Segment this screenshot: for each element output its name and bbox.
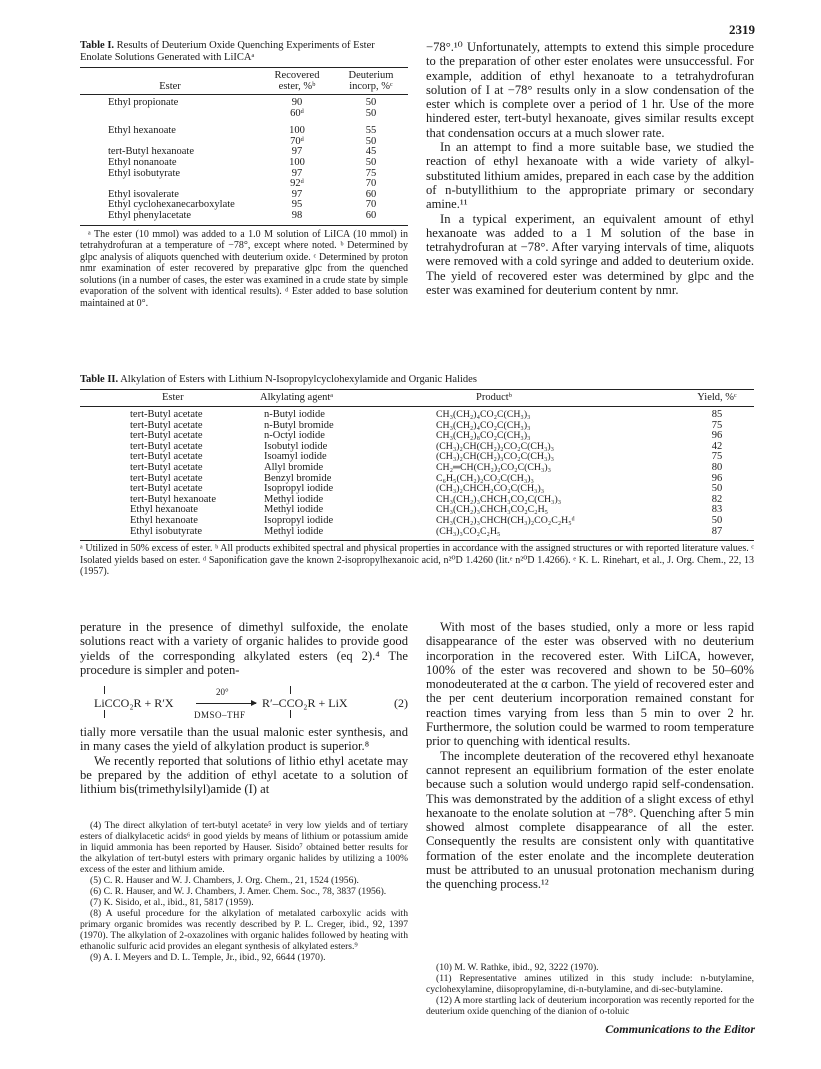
table-1-header-deuterium-line2: incorp, %ᶜ (349, 81, 393, 92)
table-1-cell-recovered: 92ᵈ (290, 178, 304, 190)
table-1-cell-deuterium: 70 (365, 178, 377, 190)
paragraph: In a typical experiment, an equivalent amount of ethyl hexanoate was added to a 1 M solution of the base in tetrahydrofuran at −78°. After varying intervals of time, aliquots were removed with a cold syringe and added to deuterium oxide. The yield of recovered ester was determined by glpc and the ester was examined for deuterium content by nmr. (426, 211, 754, 298)
table-2-cell-product: (CH₃)₃CO₂C₂H₅ (436, 525, 501, 537)
paragraph: With most of the bases studied, only a more or less rapid disappearance of the ester was observed with no deuterium incorporation in the recovered ester. With LiICA, however, 100% of the ester was recovered and shown to be 50–60% monodeuterated at the α carbon. The yield of recovered ester and the per cent deuterium incorporation remained constant for reaction times varying from less than 5 min to over 2 hr. Furthermore, the solution could be warmed to room temperature prior to quenching with identical results. (426, 620, 754, 749)
table-1-cell-ester: Ethyl propionate (108, 97, 179, 108)
table-1-header-recovered-line2: ester, %ᵇ (278, 81, 316, 92)
table-2-cell-product: (CH₃)₂CHCH₂CO₂C(CH₃)₃ (436, 483, 545, 495)
table-1-cell-deuterium: 50 (365, 107, 377, 119)
paragraph: The incomplete deuteration of the recovered ethyl hexanoate cannot represent an equilibrium formation of the ester enolate because such a solution would undergo rapid self-condensation. This was demonstrated by the addition of a slight excess of ethyl hexanoate to the enolate solution at −78°. Quenching after 5 min showed almost complete disappearance of all the ester. Consequently the results are consistent only with quantitative formation of the ester enolate and the incomplete deuteration must be attributed to an unusual protonation mechanism during the quenching process.¹² (426, 748, 754, 892)
table-row (80, 158, 408, 169)
left-bottom-text (80, 620, 408, 797)
right-bottom-text (426, 620, 754, 892)
table-2-notes: ᵃ Utilized in 50% excess of ester. ᵇ All products exhibited spectral and physical properties in accordance with the assigned structures or with reported literature values. ᶜ Isolated yields based on ester. ᵈ Saponification gave the known 2-isopropylhexanoic acid, n²⁰D 1.4260 (lit.ᵉ n²⁰D 1.4266). ᵉ K. L. Rinehart, et al., J. Org. Chem., 22, 13 (1957). (80, 543, 754, 578)
table-1-cell-ester (80, 109, 260, 120)
table-2-cell-product: C₆H₅(CH₂)₂CO₂C(CH₃)₃ (436, 472, 534, 484)
table-2-cell-ester: Ethyl hexanoate (130, 504, 198, 516)
equation-bond (104, 686, 105, 694)
table-1-cell-recovered: 100 (289, 125, 305, 137)
table-2-cell-yield: 96 (711, 472, 723, 484)
table-2-cell-agent: Methyl iodide (264, 525, 324, 537)
table-2-cell-yield: 87 (711, 525, 723, 537)
footnote-8: (8) A useful procedure for the alkylation of metalated carboxylic acids with primary organic bromides was recently described by P. L. Creger, ibid., 92, 1397 (1970). The alkylation of 2-oxazolines with organic halides followed by heating with ethanolic sulfuric acid provides an elegant synthesis of alkylated esters.⁹ (80, 908, 408, 952)
table-2-cell-ester: Ethyl isobutyrate (130, 525, 203, 537)
journal-section-footer: Communications to the Editor (605, 1022, 755, 1036)
table-2-cell-agent: n-Butyl iodide (264, 409, 325, 420)
table-2-cell-yield: 75 (711, 419, 723, 431)
paragraph: tially more versatile than the usual malonic ester synthesis, and in many cases the yield of alkylation product is superior.⁸ (80, 725, 408, 754)
table-row (80, 169, 408, 180)
table-2-cell-agent: Methyl iodide (264, 504, 324, 516)
table-2-cell-agent: Isopropyl iodide (264, 483, 334, 495)
equation-products: R′–CCO₂R + LiX (262, 696, 348, 711)
table-1-header-ester: Ester (159, 81, 181, 92)
table-2-cell-yield: 75 (711, 451, 723, 463)
table-2-cell-product: CH₃(CH₂)₃CHCH(CH₃)₂CO₂C₂H₅ᵈ (436, 514, 575, 526)
table-1-header-deuterium-line1: Deuterium (348, 70, 394, 81)
paragraph: In an attempt to find a more suitable base, we studied the reaction of ethyl hexanoate with a wide variety of alkyl-substituted lithium amides, prepared in each case by the addition of n-butyllithium to the appropriate primary or secondary amine.¹¹ (426, 140, 754, 212)
equation-reactants: LiCCO₂R + R′X (94, 696, 174, 711)
table-1-cell-ester: Ethyl isovalerate (108, 188, 179, 200)
table-1-cell-recovered: 97 (291, 188, 303, 200)
paragraph: We recently reported that solutions of lithio ethyl acetate may be prepared by the addition of ethyl acetate to a solution of lithium bis(trimethylsilyl)amide (I) at (80, 753, 408, 797)
equation-condition-solvent: DMSO–THF (194, 710, 246, 721)
paragraph: −78°.¹⁰ Unfortunately, attempts to extend this simple procedure to the preparation of other ester enolates were unsuccessful. For example, addition of ethyl hexanoate to a tetrahydrofuran solution of I at −78° results only in a slow condensation of the ester which is complete over a period of 1 hr. Use of the more hindered ester, tert-butyl hexanoate, gives similar results except that condensation occurs at a much slower rate. (426, 40, 754, 140)
table-1-body (80, 95, 408, 226)
table-1-cell-recovered: 70ᵈ (290, 135, 304, 147)
table-2-cell-yield: 82 (711, 493, 723, 505)
table-2-cell-product: CH₃(CH₂)₃CHCH₃CO₂C₂H₅ (436, 504, 549, 516)
table-2-cell-ester: tert-Butyl acetate (130, 419, 203, 431)
table-2-cell-product: CH₃(CH₂)₄CO₂C(CH₃)₃ (436, 419, 531, 431)
table-row (80, 119, 408, 137)
table-2-cell-product: CH₃(CH₂)₈CO₂C(CH₃)₃ (436, 430, 531, 442)
table-1-cell-recovered: 90 (291, 97, 303, 108)
table-row (80, 109, 408, 120)
table-row (80, 95, 408, 109)
table-2-cell-agent: Benzyl bromide (264, 472, 332, 484)
table-2-cell-yield: 50 (711, 514, 723, 526)
table-2-label: Table II. (80, 374, 119, 385)
table-1-header-recovered (260, 68, 334, 95)
table-2-cell-yield: 85 (711, 409, 723, 420)
equation-2 (80, 681, 408, 723)
table-1-cell-ester: Ethyl nonanoate (108, 156, 177, 168)
table-2-cell-ester: Ethyl hexanoate (130, 514, 198, 526)
table-2-header-agent: Alkylating agentᵃ (260, 392, 334, 403)
table-1-cell-recovered: 98 (291, 209, 303, 221)
table-2 (80, 389, 754, 541)
footnote-11: (11) Representative amines utilized in this study include: n-butylamine, cyclohexylamine, diisopropylamine, di-n-butylamine, and di-sec-butylamine. (426, 973, 754, 995)
table-2-cell-agent: Allyl bromide (264, 461, 324, 473)
table-2-cell-product: CH₃(CH₂)₃CHCH₃CO₂C(CH₃)₃ (436, 493, 562, 505)
table-2-cell-agent: Methyl iodide (264, 493, 324, 505)
table-1-label: Table I. (80, 40, 115, 51)
table-2-cell-agent: n-Octyl iodide (264, 430, 325, 442)
table-1-cell-recovered: 100 (289, 156, 305, 168)
table-2-cell-ester: tert-Butyl acetate (130, 461, 203, 473)
table-1-cell-deuterium: 60 (365, 188, 377, 200)
table-1 (80, 67, 408, 226)
table-2-cell-ester: tert-Butyl acetate (130, 440, 203, 452)
table-2-cell-yield: 42 (711, 440, 723, 452)
table-row (80, 407, 754, 421)
table-2-cell-agent: Isobutyl iodide (264, 440, 328, 452)
table-2-cell-ester: tert-Butyl acetate (130, 430, 203, 442)
table-1-note: ᵃ The ester (10 mmol) was added to a 1.0 M solution of LiICA (10 mmol) in tetrahydrofuran at a temperature of −78°, except where noted. ᵇ Determined by glpc analysis of aliquots quenched with deuterium oxide. ᶜ Determined by proton nmr examination of ester recovered by preparative glpc from the quenched solutions (in a number of cases, the ester was examined in a crude state by simple evaporation of the solvent with identical results). ᵈ Ester added to base solution maintained at 0°. (80, 228, 408, 309)
table-2-cell-agent: Isopropyl iodide (264, 514, 334, 526)
table-2-caption (80, 374, 754, 386)
equation-bond (104, 710, 105, 718)
table-1-cell-deuterium: 70 (365, 199, 377, 211)
table-2-header-yield: Yield, %ᶜ (697, 392, 737, 403)
table-2-cell-ester: tert-Butyl hexanoate (130, 493, 217, 505)
equation-condition-temp: 20° (216, 687, 229, 698)
footnote-12: (12) A more startling lack of deuterium incorporation was recently reported for the deuterium oxide quenching of the dianion of o-toluic (426, 995, 754, 1017)
table-row (80, 211, 408, 225)
table-row (80, 463, 754, 474)
table-1-cell-recovered: 95 (291, 199, 303, 211)
footnotes-right (426, 962, 754, 1017)
table-1-header-recovered-line1: Recovered (274, 70, 320, 81)
table-2-cell-yield: 50 (711, 483, 723, 495)
table-2-cell-product: CH₂═CH(CH₂)₂CO₂C(CH₃)₃ (436, 461, 552, 473)
table-2-caption-text: Alkylation of Esters with Lithium N-Isopropylcyclohexylamide and Organic Halides (120, 374, 477, 385)
table-1-cell-deuterium: 55 (365, 125, 377, 137)
right-top-text (426, 40, 754, 297)
table-2-cell-ester: tert-Butyl acetate (130, 409, 203, 420)
table-1-cell-ester: tert-Butyl hexanoate (108, 146, 195, 158)
table-1-caption-text: Results of Deuterium Oxide Quenching Experiments of Ester Enolate Solutions Generated with LiICAᵃ (80, 40, 375, 63)
table-1-cell-ester: Ethyl cyclohexanecarboxylate (108, 199, 235, 211)
table-2-header-product: Productᵇ (476, 392, 512, 403)
table-2-cell-yield: 80 (711, 461, 723, 473)
table-2-cell-agent: Isoamyl iodide (264, 451, 327, 463)
table-1-cell-deuterium: 75 (365, 167, 377, 179)
table-2-cell-product: (CH₃)₂CH(CH₂)₂CO₂C(CH₃)₃ (436, 440, 555, 452)
table-1-notes (80, 229, 408, 310)
table-2-cell-product: CH₃(CH₂)₄CO₂C(CH₃)₃ (436, 409, 531, 420)
table-1-cell-deuterium: 50 (365, 97, 377, 108)
footnote-10: (10) M. W. Rathke, ibid., 92, 3222 (1970). (436, 962, 599, 973)
table-1-cell-ester: Ethyl phenylacetate (108, 209, 192, 221)
table-2-block (80, 374, 754, 578)
footnotes-left (80, 820, 408, 963)
table-1-block (80, 40, 408, 309)
table-1-cell-recovered: 60ᵈ (290, 107, 304, 119)
table-1-cell-recovered: 97 (291, 167, 303, 179)
table-1-header-deuterium (334, 68, 408, 95)
table-1-cell-deuterium: 45 (365, 146, 377, 158)
footnote-9: (9) A. I. Meyers and D. L. Temple, Jr., ibid., 92, 6644 (1970). (90, 952, 326, 963)
table-row (80, 516, 754, 527)
footnote-7: (7) K. Sisido, et al., ibid., 81, 5817 (1959). (90, 897, 254, 908)
table-2-body (80, 407, 754, 541)
footnote-5: (5) C. R. Hauser and W. J. Chambers, J. Org. Chem., 21, 1524 (1956). (90, 875, 359, 886)
equation-bond (290, 710, 291, 718)
table-2-cell-ester: tert-Butyl acetate (130, 451, 203, 463)
table-1-cell-ester: Ethyl isobutyrate (108, 167, 181, 179)
table-row (80, 527, 754, 541)
table-2-cell-agent: n-Butyl bromide (264, 419, 334, 431)
footnote-6: (6) C. R. Hauser, and W. J. Chambers, J. Amer. Chem. Soc., 78, 3837 (1956). (90, 886, 387, 897)
table-2-cell-ester: tert-Butyl acetate (130, 472, 203, 484)
table-1-cell-recovered: 97 (291, 146, 303, 158)
equation-bond (290, 686, 291, 694)
table-1-cell-deuterium: 60 (365, 209, 377, 221)
paragraph: perature in the presence of dimethyl sulfoxide, the enolate solutions react with a variety of organic halides to provide good yields of the corresponding alkylated esters (eq 2).⁴ The procedure is simpler and poten- (80, 620, 408, 677)
table-1-cell-ester: Ethyl hexanoate (108, 125, 176, 137)
table-2-header-ester: Ester (162, 392, 184, 403)
table-1-cell-deuterium: 50 (365, 135, 377, 147)
equation-number: (2) (394, 696, 408, 711)
footnote-4: (4) The direct alkylation of tert-butyl acetate⁵ in very low yields and of tertiary esters of dialkylacetic acids⁶ in good yields by means of lithium or potassium amide in liquid ammonia has been reported by Hauser. Sisido⁷ obtained better results for the alkylation of tert-butyl esters with primary organic halides by utilizing a 100% excess of the ester and lithium amide. (80, 820, 408, 875)
reaction-arrow-icon (196, 703, 256, 704)
table-2-cell-yield: 96 (711, 430, 723, 442)
table-1-caption (80, 40, 408, 64)
table-2-cell-product: (CH₃)₂CH(CH₂)₃CO₂C(CH₃)₃ (436, 451, 555, 463)
page-number: 2319 (729, 22, 755, 37)
table-2-cell-yield: 83 (711, 504, 723, 516)
table-2-cell-ester: tert-Butyl acetate (130, 483, 203, 495)
table-1-cell-deuterium: 50 (365, 156, 377, 168)
